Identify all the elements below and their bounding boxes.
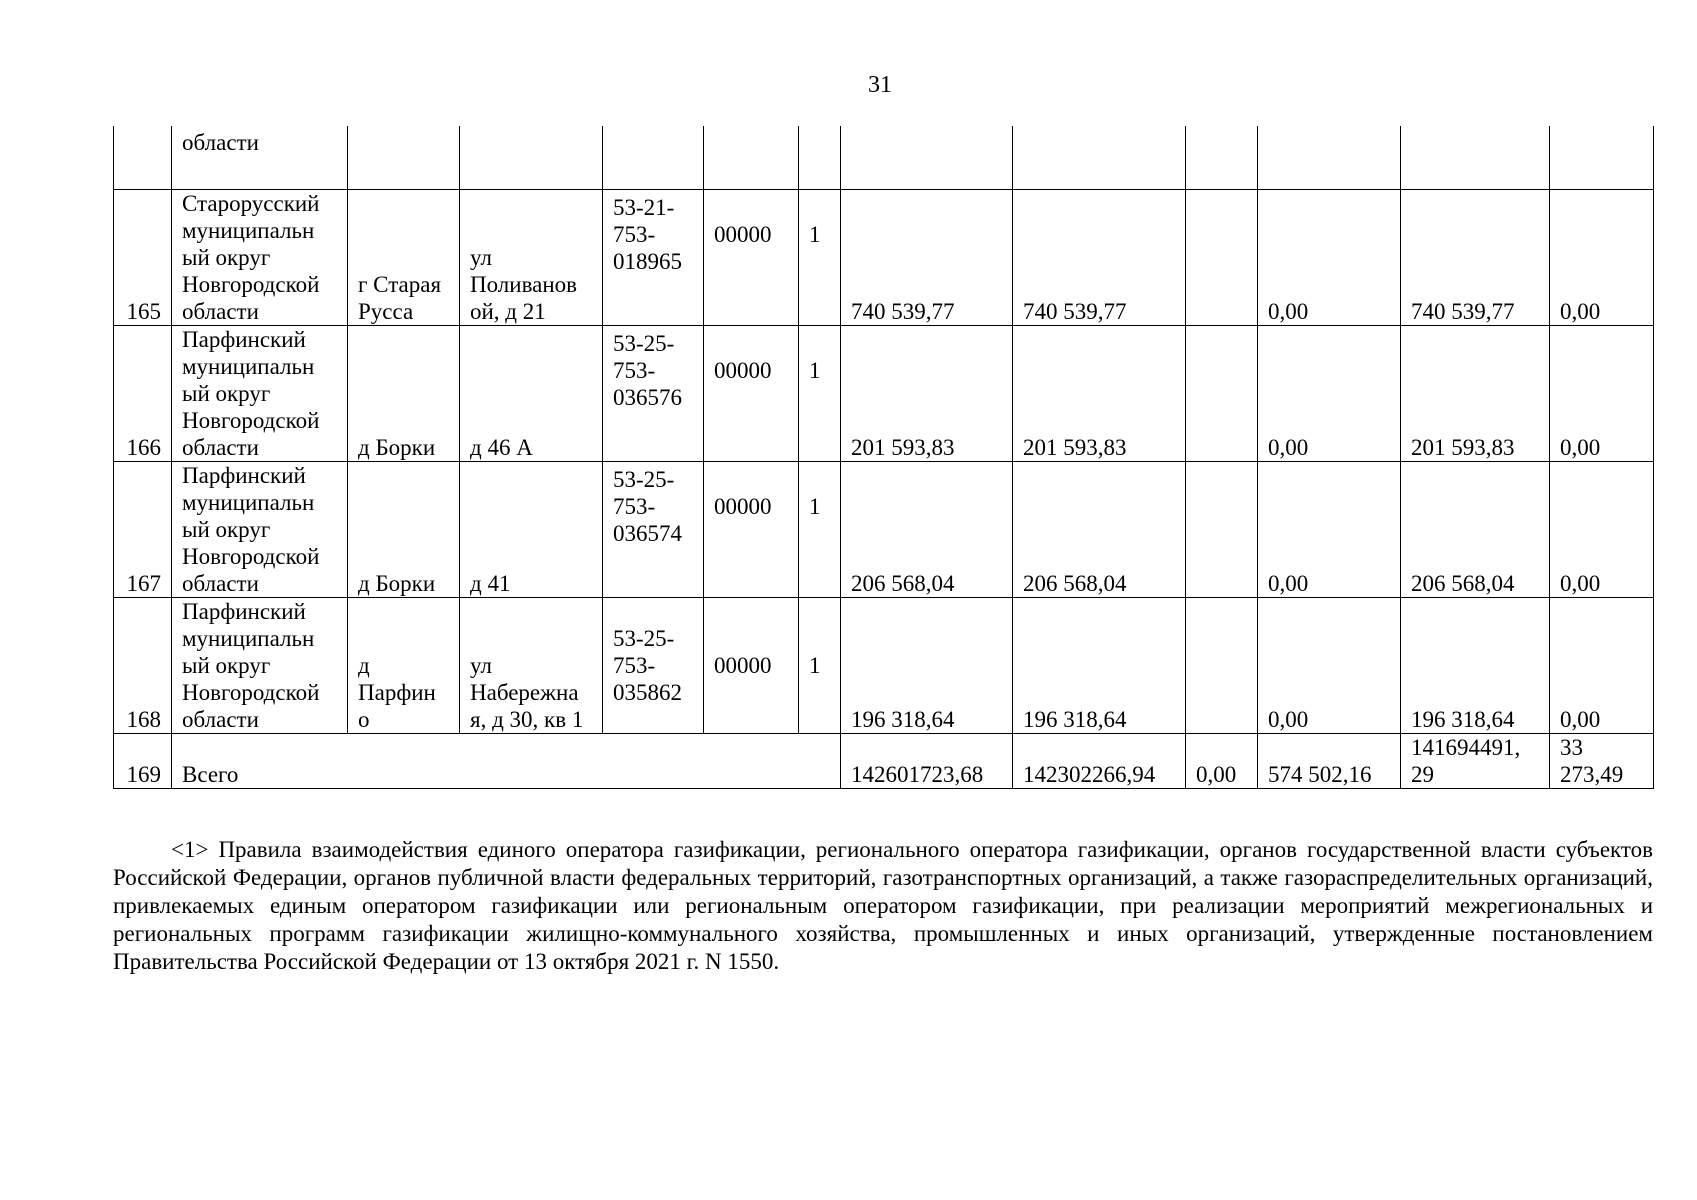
cell-v1 [841,126,1013,190]
cell-address [460,126,603,190]
cell-v1: 201 593,83 [841,326,1013,462]
cell-address: д 46 А [460,326,603,462]
cell-num: 165 [114,190,172,326]
cell-zeros: 00000 [714,653,772,678]
cell-num: 168 [114,598,172,734]
total-label: Всего [172,734,841,789]
cell-locality: г Старая Русса [348,190,460,326]
cell-v1: 206 568,04 [841,462,1013,598]
cell-v5: 201 593,83 [1401,326,1550,462]
cell-v5: 141694491, 29 [1401,734,1550,789]
table-row [114,462,1654,598]
cell-v6 [1550,126,1654,190]
cell-v1: 740 539,77 [841,190,1013,326]
cell-code: 53-21- 753- 018965 [613,195,682,274]
cell-v4: 574 502,16 [1258,734,1401,789]
cell-v5: 206 568,04 [1401,462,1550,598]
cell-v5 [1401,126,1550,190]
cell-one: 1 [809,494,821,519]
cell-v2: 201 593,83 [1013,326,1186,462]
cell-v2: 196 318,64 [1013,598,1186,734]
cell-v3 [1186,126,1258,190]
cell-v6: 0,00 [1550,462,1654,598]
cell-v2: 740 539,77 [1013,190,1186,326]
cell-code: 53-25- 753- 036574 [613,467,682,546]
cell-locality: д Парфин о [348,598,460,734]
cell-zeros: 00000 [714,358,772,383]
cell-v4: 0,00 [1258,326,1401,462]
table-row [114,190,1654,326]
cell-municipality: области [172,126,348,190]
cell-address: д 41 [460,462,603,598]
cell-v6: 0,00 [1550,190,1654,326]
cell-num: 169 [114,734,172,789]
cell-one: 1 [809,222,821,247]
cell-v4: 0,00 [1258,190,1401,326]
cell-v1: 142601723,68 [841,734,1013,789]
cell-municipality: Старорусский муниципальн ый округ Новгородской области [172,190,348,326]
cell-v4: 0,00 [1258,598,1401,734]
cell-num [114,126,172,190]
table-body [114,126,1654,789]
table-row-total [114,734,1654,789]
cell-code: 53-25- 753- 036576 [613,331,682,410]
cell-v4: 0,00 [1258,462,1401,598]
cell-v2: 142302266,94 [1013,734,1186,789]
table-row [114,598,1654,734]
footnote: <1> Правила взаимодействия единого оператора газификации, регионального оператора газификации, органов государственной власти субъектов Российской Федерации, органов публичной власти федеральных территорий, газотранспортных организаций, а также газораспределительных организаций, привлекаемых единым оператором газификации или региональным оператором газификации, при реализации мероприятий межрегиональных и региональных программ газификации жилищно-коммунального хозяйства, промышленных и иных организаций, утвержденные постановлением Правительства Российской Федерации от 13 октября 2021 г. N 1550. [113,837,1653,974]
cell-locality: д Борки [348,326,460,462]
cell-one [799,126,841,190]
cell-municipality: Парфинский муниципальн ый округ Новгородской области [172,598,348,734]
cell-locality [348,126,460,190]
gasification-table [113,126,1654,789]
cell-one: 1 [809,358,821,383]
cell-zeros: 00000 [714,222,772,247]
cell-locality: д Борки [348,462,460,598]
table-row [114,326,1654,462]
cell-v6: 33 273,49 [1550,734,1654,789]
cell-zeros: 00000 [714,494,772,519]
cell-zeros [704,126,799,190]
cell-num: 167 [114,462,172,598]
table-row-continuation [114,126,1654,190]
page-number: 31 [868,72,892,98]
cell-municipality: Парфинский муниципальн ый округ Новгородской области [172,326,348,462]
cell-v1: 196 318,64 [841,598,1013,734]
cell-municipality: Парфинский муниципальн ый округ Новгородской области [172,462,348,598]
cell-address: ул Поливанов ой, д 21 [460,190,603,326]
cell-code [603,126,704,190]
cell-v3 [1186,326,1258,462]
cell-v3: 0,00 [1186,734,1258,789]
cell-v6: 0,00 [1550,598,1654,734]
cell-v5: 740 539,77 [1401,190,1550,326]
cell-v6: 0,00 [1550,326,1654,462]
cell-v3 [1186,598,1258,734]
cell-code: 53-25- 753- 035862 [613,626,682,705]
cell-v2: 206 568,04 [1013,462,1186,598]
cell-address: ул Набережна я, д 30, кв 1 [460,598,603,734]
cell-v3 [1186,462,1258,598]
cell-v5: 196 318,64 [1401,598,1550,734]
cell-v4 [1258,126,1401,190]
cell-v2 [1013,126,1186,190]
cell-one: 1 [809,653,821,678]
cell-v3 [1186,190,1258,326]
cell-num: 166 [114,326,172,462]
